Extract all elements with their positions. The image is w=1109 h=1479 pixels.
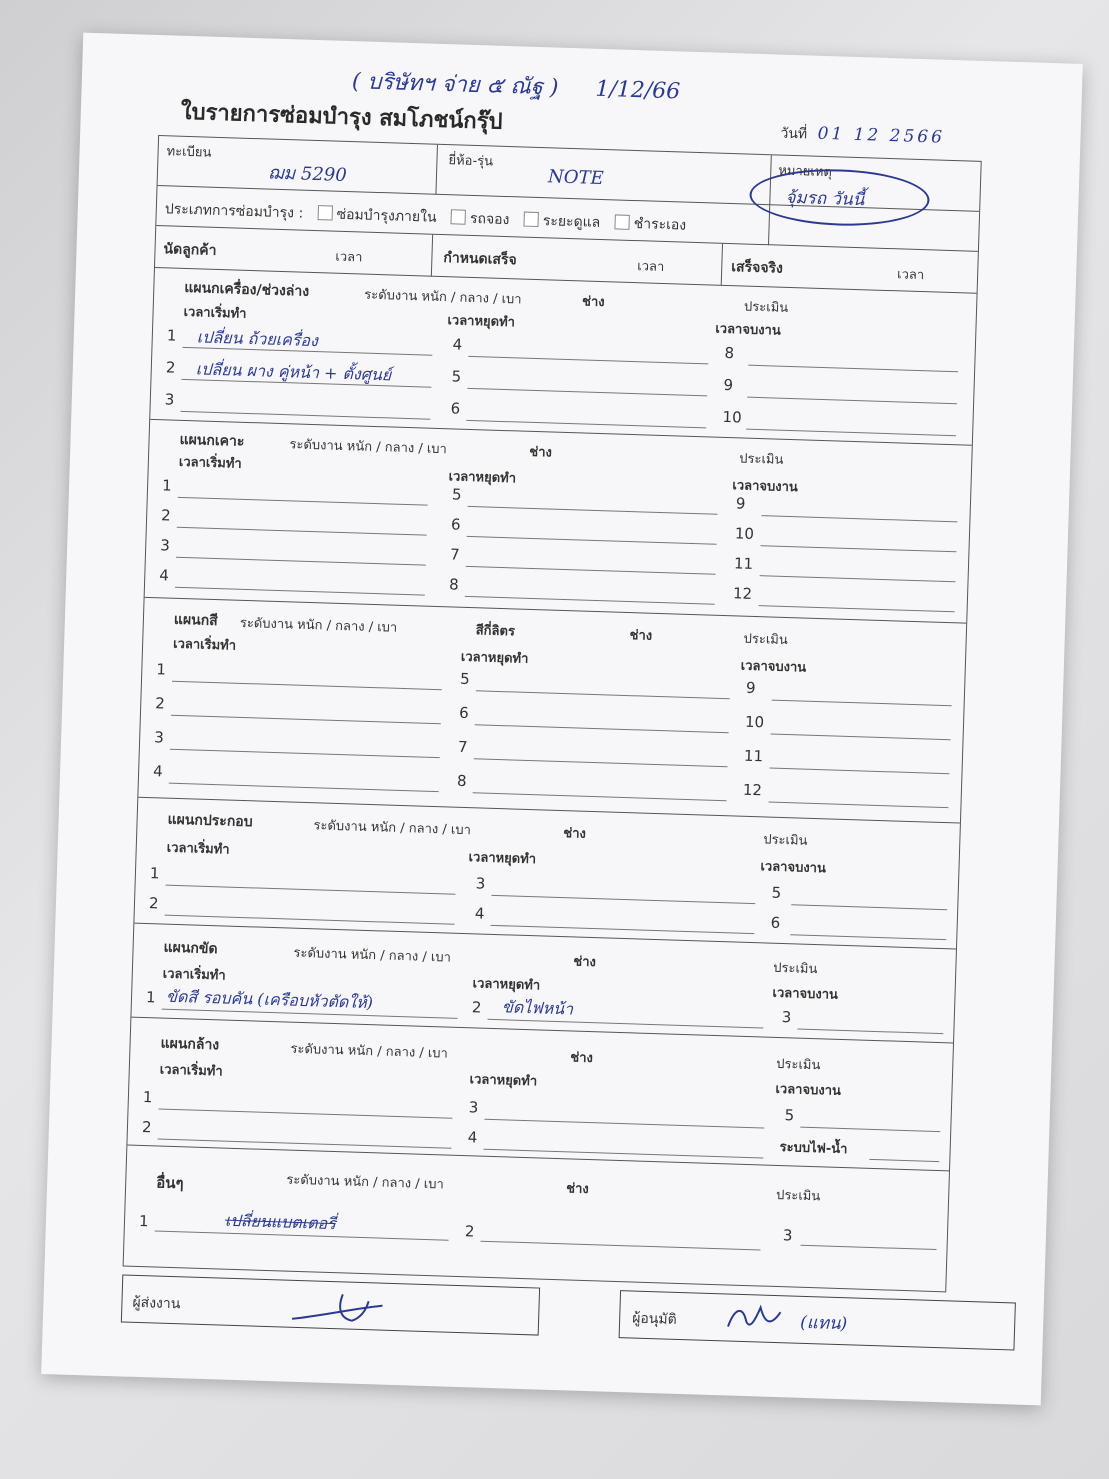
approver-signature <box>720 1296 791 1340</box>
engine-entry-2: เปลี่ยน ผาง คู่หน้า + ตั้งศูนย์ <box>195 359 392 385</box>
form-frame <box>123 135 982 1292</box>
checkbox-maintenance[interactable] <box>524 212 539 227</box>
handwritten-top-note: ( บริษัทฯ จ่าย ๕ ณัฐ ) 1/12/66 <box>351 69 681 105</box>
sender-signature <box>282 1285 433 1330</box>
other-entry-1: เปลี่ยนแบตเตอรี่ <box>224 1210 337 1234</box>
checkbox-internal[interactable] <box>317 205 332 220</box>
remark-value: จุ้มรถ วันนี้ <box>785 187 865 211</box>
sender-signature-box: ผู้ส่งงาน <box>121 1274 540 1335</box>
brand-value: NOTE <box>547 166 604 190</box>
section-engine: แผนกเครื่อง/ช่วงล่าง ระดับงาน หนัก / กลาง / เบา ช่าง ประเมิน เวลาเริ่มทำ เวลาหยุดทำ เวลาจบงาน 1 2 3 4 5 6 8 9 10 เปลี่ยน ถ้วยเครื่อง เปลี่ยน ผาง คู่หน้า + ตั้งศูนย์ <box>150 268 976 446</box>
section-assembly: แผนกประกอบ ระดับงาน หนัก / กลาง / เบา ช่าง ประเมิน เวลาเริ่มทำ เวลาหยุดทำ เวลาจบงาน 1 2 3 4 5 6 <box>134 798 960 950</box>
repair-form-paper <box>41 33 1083 1406</box>
approver-signature-box: ผู้อนุมัติ (แทน) <box>619 1290 1016 1350</box>
checkbox-booked[interactable] <box>451 209 466 224</box>
section-other: อื่นๆ ระดับงาน หนัก / กลาง / เบา ช่าง ประเมิน 1 2 3 เปลี่ยนแบตเตอรี่ <box>124 1146 949 1292</box>
vehicle-row: ทะเบียน ฌม 5290 ยี่ห้อ-รุ่น NOTE หมายเหตุ จุ้มรถ วันนี้ <box>158 136 981 212</box>
section-paint: แผนกสี ระดับงาน หนัก / กลาง / เบา สีกี่ลิตร ช่าง ประเมิน เวลาเริ่มทำ เวลาหยุดทำ เวลาจบงาน 1 2 3 4 5 6 7 8 9 10 11 12 <box>138 598 966 824</box>
section-polish: แผนกขัด ระดับงาน หนัก / กลาง / เบา ช่าง ประเมิน เวลาเริ่มทำ เวลาหยุดทำ เวลาจบงาน 1 2 3 ขัดสี รอบคัน (เครือบหัวตัดให้) ขัดไฟหน้า <box>131 924 956 1044</box>
form-title: ใบรายการซ่อมบำรุง สมโภชน์กรุ๊ป <box>180 99 503 135</box>
plate-value: ฌม 5290 <box>267 162 348 186</box>
polish-entry-1: ขัดสี รอบคัน (เครือบหัวตัดให้) <box>165 986 374 1013</box>
section-body: แผนกเคาะ ระดับงาน หนัก / กลาง / เบา ช่าง ประเมิน เวลาเริ่มทำ เวลาหยุดทำ เวลาจบงาน 1 2 3 4 5 6 7 8 9 10 11 12 <box>145 420 972 624</box>
polish-entry-2: ขัดไฟหน้า <box>501 997 574 1019</box>
date-field: วันที่ 01 12 2566 <box>780 123 946 148</box>
repair-type-row: ประเภทการซ่อมบำรุง : ซ่อมบำรุงภายใน รถจอง ระยะดูแล ชำระเอง <box>156 186 979 252</box>
schedule-row: นัดลูกค้า เวลา กำหนดเสร็จ เวลา เสร็จจริง เวลา <box>155 226 978 294</box>
engine-entry-1: เปลี่ยน ถ้วยเครื่อง <box>196 327 319 351</box>
section-wash: แผนกล้าง ระดับงาน หนัก / กลาง / เบา ช่าง ประเมิน เวลาเริ่มทำ เวลาหยุดทำ เวลาจบงาน 1 2 3 4 5 ระบบไฟ-น้ำ <box>127 1018 953 1172</box>
checkbox-self-pay[interactable] <box>615 214 630 229</box>
